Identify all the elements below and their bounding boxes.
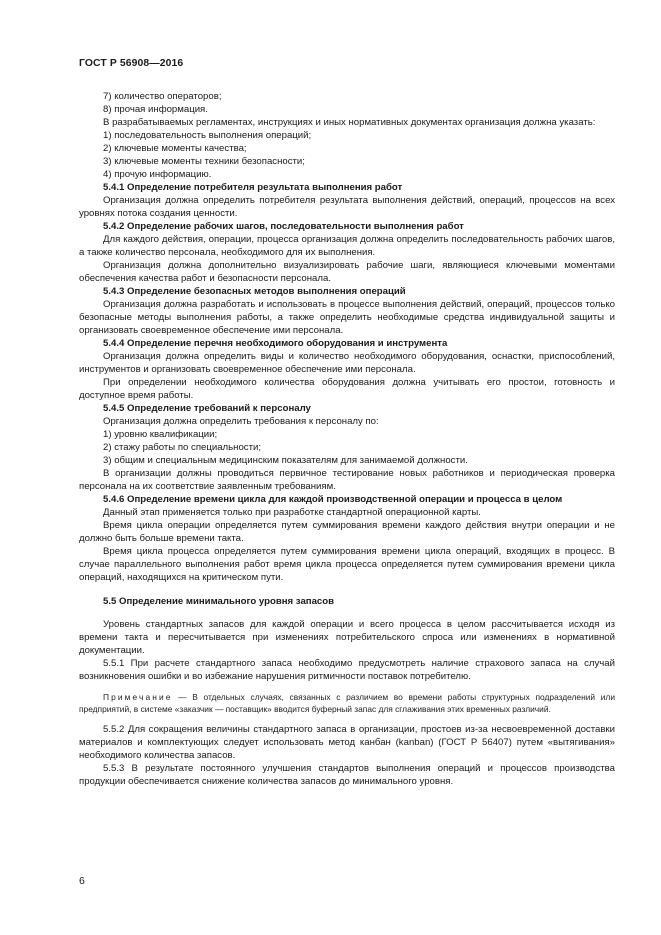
note-text: — В отдельных случаях, связанных с различием во времени работы структурных подразделений или предприятий, в системе «заказчик — поставщик» вводится буферный запас для сглаживания этих временных различий. (79, 692, 615, 714)
list-item: 7) количество операторов; (103, 91, 222, 102)
list-item: 3) ключевые моменты техники безопасности; (103, 156, 305, 167)
section-heading-5-5: 5.5 Определение минимального уровня запасов (103, 596, 334, 607)
list-item: 4) прочую информацию. (103, 169, 212, 180)
paragraph: 5.5.1 При расчете стандартного запаса необходимо предусмотреть наличие страхового запаса на случай возникновения ошибки и во избежание нарушения ритмичности поставок потребителю. (79, 658, 615, 682)
paragraph: Для каждого действия, операции, процесса организация должна определить последовательность рабочих шагов, а также количество персонала, необходимого для их выполнения. (79, 234, 615, 258)
page-number: 6 (79, 876, 85, 887)
list-item: 3) общим и специальным медицинским показателям для занимаемой должности. (103, 455, 468, 466)
section-heading-5-4-2: 5.4.2 Определение рабочих шагов, последовательности выполнения работ (103, 221, 464, 232)
note (79, 691, 615, 715)
section-heading-5-4-5: 5.4.5 Определение требований к персоналу (103, 403, 311, 414)
paragraph: Организация должна определить виды и количество необходимого оборудования, оснастки, приспособлений, инструментов и организовать своевременное обеспечение ими персонала. (79, 351, 615, 375)
paragraph: Организация должна определить потребителя результата выполнения действий, операций, процессов на всех уровнях потока создания ценности. (79, 195, 615, 219)
paragraph: Данный этап применяется только при разработке стандартной операционной карты. (103, 507, 481, 518)
paragraph: В разрабатываемых регламентах, инструкциях и иных нормативных документах организация должна указать: (103, 117, 596, 128)
list-item: 2) стажу работы по специальности; (103, 442, 262, 453)
note-label: Примечание (103, 692, 173, 702)
list-item: 8) прочая информация. (103, 104, 208, 115)
paragraph: 5.5.3 В результате постоянного улучшения стандартов выполнения операций и процессов производства продукции обеспечивается снижение количества запасов до минимального уровня. (79, 763, 615, 787)
paragraph: Время цикла операции определяется путем суммирования времени каждого действия внутри операции и не должно быть больше времени такта. (79, 520, 615, 544)
section-heading-5-4-1: 5.4.1 Определение потребителя результата выполнения работ (103, 182, 403, 193)
paragraph: Время цикла процесса определяется путем суммирования времени цикла операций, входящих в процесс. В случае параллельного выполнения работ время цикла процесса определяется путем суммирования времени цикла операций, находящихся на критическом пути. (79, 546, 615, 583)
paragraph: В организации должны проводиться первичное тестирование новых работников и периодическая проверка персонала на их соответствие заявленным требованиям. (79, 468, 615, 492)
section-heading-5-4-4: 5.4.4 Определение перечня необходимого оборудования и инструмента (103, 338, 448, 349)
paragraph: Уровень стандартных запасов для каждой операции и всего процесса в целом рассчитывается исходя из времени такта и пересчитывается при изменениях потребительского спроса или изменениях в нормативной документации. (79, 619, 615, 656)
list-item: 1) последовательность выполнения операций; (103, 130, 312, 141)
section-heading-5-4-3: 5.4.3 Определение безопасных методов выполнения операций (103, 286, 406, 297)
section-heading-5-4-6: 5.4.6 Определение времени цикла для каждой производственной операции и процесса в целом (103, 494, 563, 505)
document-header: ГОСТ Р 56908—2016 (79, 58, 184, 69)
list-item: 1) уровню квалификации; (103, 429, 218, 440)
document-body (79, 90, 615, 788)
paragraph: Организация должна определить требования к персоналу по: (103, 416, 379, 427)
paragraph: Организация должна дополнительно визуализировать рабочие шаги, являющиеся ключевыми моментами обеспечения качества работ и безопасности персонала. (79, 260, 615, 284)
paragraph: При определении необходимого количества оборудования должна учитывать его простои, готовность и доступное время работы. (79, 377, 615, 401)
paragraph: 5.5.2 Для сокращения величины стандартного запаса в организации, простоев из-за несвоевременной доставки материалов и комплектующих следует использовать метод канбан (kanban) (ГОСТ Р 56407) путем «вытягивания» необходимого количества запасов. (79, 724, 615, 761)
paragraph: Организация должна разработать и использовать в процессе выполнения действий, операций, процессов только безопасные методы выполнения работы, а также определить необходимые средства индивидуальной защиты и организовать своевременное обеспечение ими персонала. (79, 299, 615, 336)
list-item: 2) ключевые моменты качества; (103, 143, 247, 154)
